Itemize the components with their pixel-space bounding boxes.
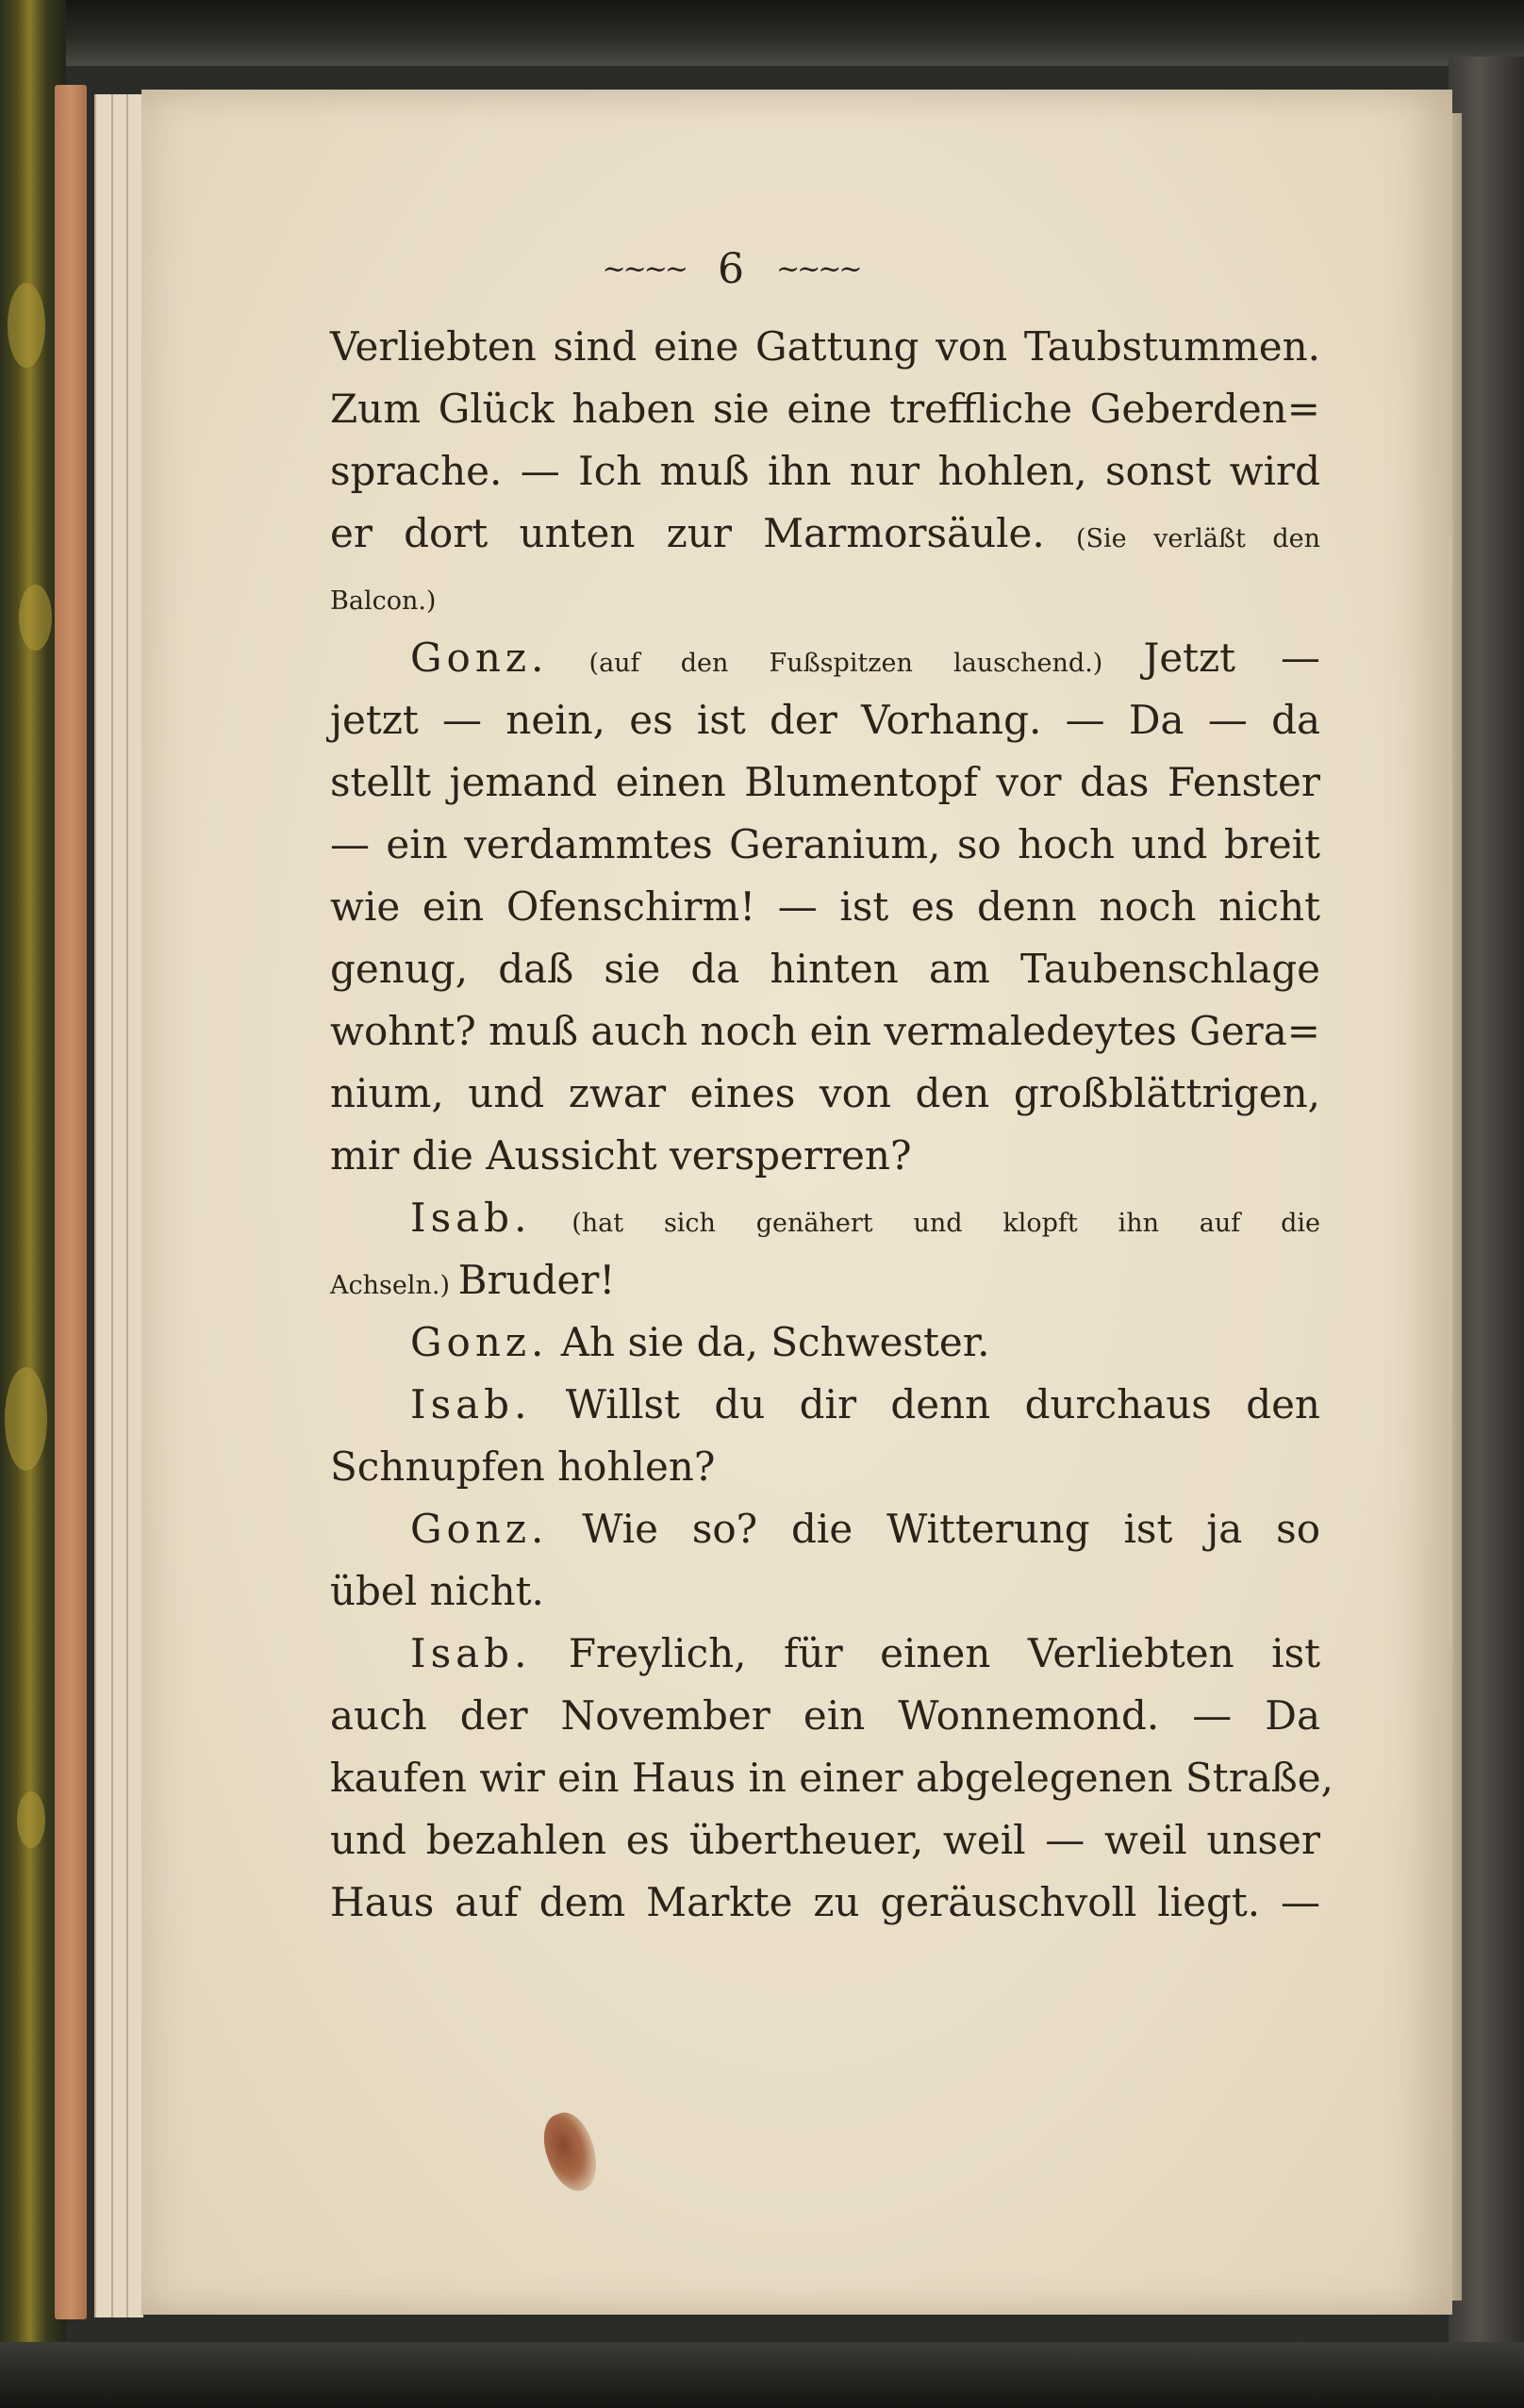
- speaker-name: Isab.: [410, 1630, 532, 1676]
- text-span: übel nicht.: [330, 1568, 544, 1614]
- text-span: Bruder!: [457, 1257, 616, 1303]
- text-line: [330, 1436, 1320, 1498]
- book-board-edge: [55, 85, 87, 2319]
- page-number: 6: [718, 244, 744, 293]
- text-span: wie ein Ofenschirm! — ist es denn noch nicht: [330, 883, 1320, 930]
- stage-direction: (hat sich genähert und klopft ihn auf die: [531, 1209, 1320, 1238]
- speaker-name: Gonz.: [410, 635, 549, 681]
- text-line: [330, 1125, 1320, 1187]
- page-edge-leaf: [94, 94, 113, 2317]
- text-span: er dort unten zur Marmorsäule.: [330, 510, 1076, 556]
- binding-bottom-edge: [0, 2342, 1524, 2408]
- text-line: [330, 1809, 1320, 1872]
- text-span: wohnt? muß auch noch ein vermaledeytes Gera=: [330, 1008, 1320, 1054]
- text-span: Schnupfen hohlen?: [330, 1443, 716, 1490]
- text-span: stellt jemand einen Blumentopf vor das Fenster: [330, 759, 1320, 805]
- text-span: Haus auf dem Markte zu geräuschvoll liegt. —: [330, 1879, 1320, 1925]
- text-span: auch der November ein Wonnemond. — Da: [330, 1692, 1320, 1739]
- text-line: [330, 1374, 1320, 1436]
- header-ornament-right: ~~~~: [776, 252, 860, 286]
- text-line: [330, 876, 1320, 938]
- speaker-name: Isab.: [410, 1381, 532, 1427]
- text-line: [330, 689, 1320, 751]
- text-line: [330, 1560, 1320, 1623]
- text-line: [330, 1498, 1320, 1560]
- text-line: [330, 627, 1320, 689]
- text-span: sprache. — Ich muß ihn nur hohlen, sonst wird: [330, 448, 1320, 494]
- text-span: nium, und zwar eines von den großblättrigen,: [330, 1070, 1320, 1116]
- speaker-name: Gonz.: [410, 1506, 549, 1552]
- text-line: [330, 1249, 1320, 1311]
- text-span: und bezahlen es übertheuer, weil — weil unser: [330, 1817, 1320, 1863]
- text-line: [330, 1623, 1320, 1685]
- text-span: Zum Glück haben sie eine treffliche Geberden=: [330, 386, 1320, 432]
- text-line: [330, 565, 1320, 627]
- text-span: Ah sie da, Schwester.: [548, 1319, 990, 1365]
- text-span: jetzt — nein, es ist der Vorhang. — Da — da: [330, 697, 1320, 743]
- binding-top-edge: [0, 0, 1524, 66]
- page-body-text: [330, 316, 1334, 1934]
- speaker-name: Gonz.: [410, 1319, 549, 1365]
- text-line: [330, 1685, 1320, 1747]
- text-line: [330, 1311, 1320, 1374]
- text-span: Freylich, für einen Verliebten ist: [531, 1630, 1320, 1676]
- text-line: [330, 1063, 1320, 1125]
- text-span: Jetzt —: [1143, 635, 1320, 681]
- text-span: Verliebten sind eine Gattung von Taubstummen.: [330, 323, 1320, 370]
- text-line: [330, 378, 1320, 440]
- page-header: [189, 240, 1273, 297]
- stage-direction: (Sie verläßt den: [1076, 524, 1320, 553]
- text-span: Willst du dir denn durchaus den: [531, 1381, 1320, 1427]
- speaker-name: Isab.: [410, 1195, 532, 1241]
- text-line: [330, 814, 1320, 876]
- text-span: kaufen wir ein Haus in einer abgelegenen Straße,: [330, 1755, 1334, 1801]
- text-line: [330, 1872, 1320, 1934]
- text-line: [330, 938, 1320, 1000]
- text-line: [330, 316, 1320, 378]
- text-line: [330, 503, 1320, 565]
- text-span: — ein verdammtes Geranium, so hoch und breit: [330, 821, 1320, 867]
- text-line: [330, 1000, 1320, 1063]
- text-line: [330, 1747, 1334, 1809]
- text-span: Wie so? die Witterung ist ja so: [548, 1506, 1320, 1552]
- text-line: [330, 751, 1320, 814]
- text-line: [330, 1187, 1320, 1249]
- text-line: [330, 440, 1320, 503]
- stage-direction: (auf den Fußspitzen lauschend.): [548, 649, 1144, 678]
- text-span: mir die Aussicht versperren?: [330, 1132, 912, 1179]
- stage-direction: Balcon.): [330, 586, 437, 616]
- header-ornament-left: ~~~~: [602, 252, 686, 286]
- text-span: genug, daß sie da hinten am Taubenschlage: [330, 946, 1320, 992]
- stage-direction: Achseln.): [330, 1271, 458, 1300]
